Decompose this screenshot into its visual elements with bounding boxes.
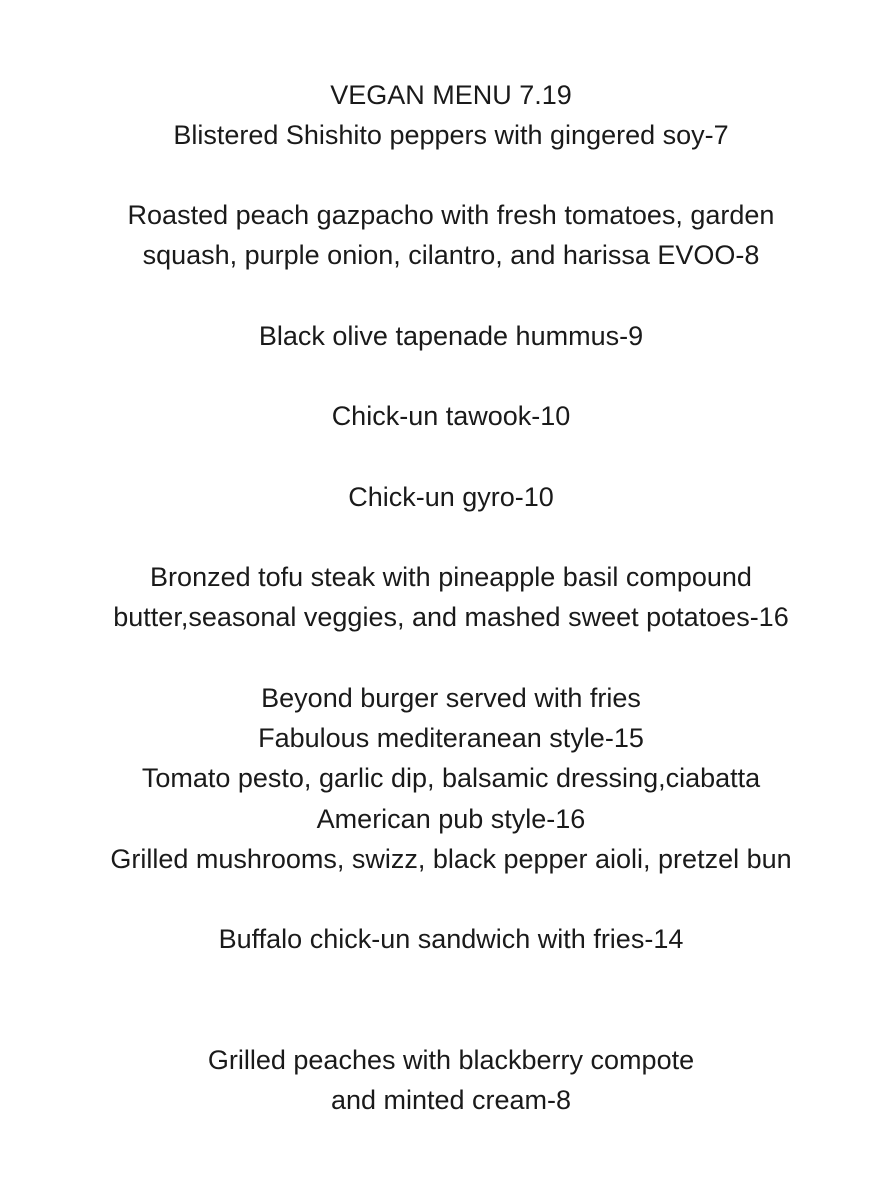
menu-item-tawook: Chick-un tawook-10 <box>331 401 571 431</box>
menu-item-shishito: Blistered Shishito peppers with gingered soy-7 <box>173 120 729 150</box>
menu-item-tofu-line1: Bronzed tofu steak with pineapple basil compound <box>150 562 752 592</box>
menu-item-burger-pub-style: American pub style-16 <box>316 804 586 834</box>
menu-item-tofu-line2: butter,seasonal veggies, and mashed sweet potatoes-16 <box>113 602 789 632</box>
menu-item-dessert-line1: Grilled peaches with blackberry compote <box>207 1045 695 1075</box>
menu-item-burger-med-style: Fabulous mediteranean style-15 <box>258 723 644 753</box>
menu-item-dessert-line2: and minted cream-8 <box>330 1085 572 1115</box>
menu-item-gazpacho-line2: squash, purple onion, cilantro, and harissa EVOO-8 <box>142 240 760 270</box>
menu-item-burger-heading: Beyond burger served with fries <box>261 683 641 713</box>
menu-item-burger-med-desc: Tomato pesto, garlic dip, balsamic dressing,ciabatta <box>141 763 761 793</box>
menu-title: VEGAN MENU 7.19 <box>330 80 572 110</box>
menu-item-hummus: Black olive tapenade hummus-9 <box>258 321 644 351</box>
menu-item-gazpacho-line1: Roasted peach gazpacho with fresh tomatoes, garden <box>127 200 775 230</box>
menu-item-buffalo: Buffalo chick-un sandwich with fries-14 <box>218 924 684 954</box>
menu-item-burger-pub-desc: Grilled mushrooms, swizz, black pepper aioli, pretzel bun <box>110 844 792 874</box>
menu-item-gyro: Chick-un gyro-10 <box>348 482 554 512</box>
